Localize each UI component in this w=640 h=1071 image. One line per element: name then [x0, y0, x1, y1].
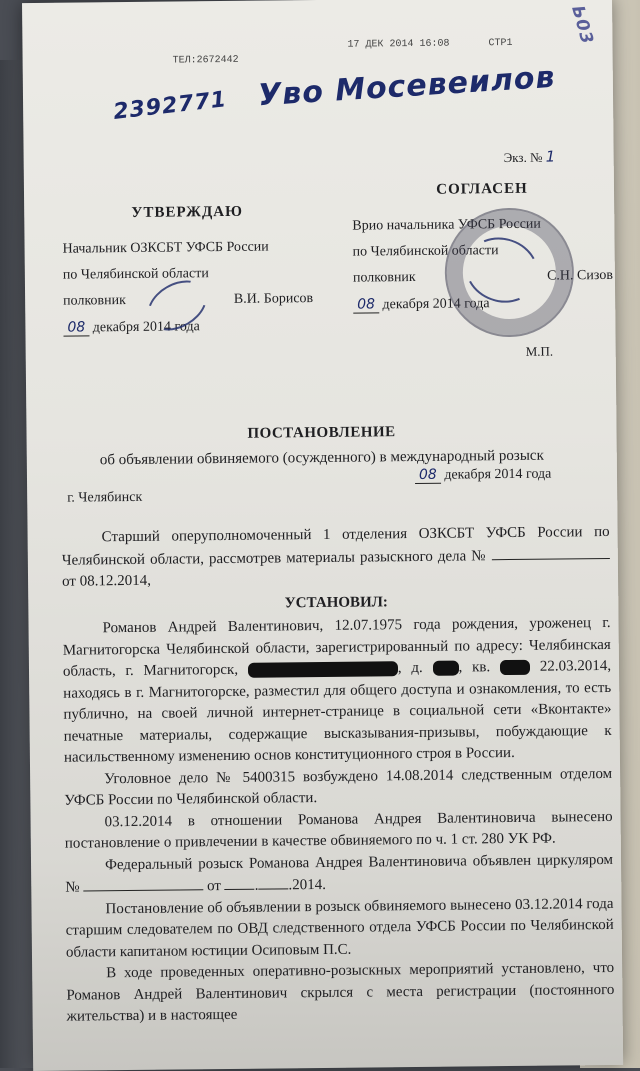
- fax-page: СТР1: [488, 37, 513, 50]
- approval-rank: полковник: [63, 293, 126, 309]
- copy-value: 1: [545, 147, 556, 166]
- paragraph-4: 03.12.2014 в отношении Романова Андрея Валентиновича вынесено постановление о привлечении в качестве обвиняемого по ч. 1 ст. 280 УК РФ.: [64, 808, 613, 852]
- redacted-street: [248, 661, 398, 678]
- fax-date: 17 ДЕК 2014 16:08: [347, 38, 450, 51]
- paragraph-1: [62, 522, 611, 593]
- fax-tel: ТЕЛ:2672442: [172, 54, 239, 67]
- paragraph-1-date: от 08.12.2014,: [61, 572, 152, 590]
- paragraph-2-text: Романов Андрей Валентинович, 12.07.1975 года рождения, уроженец г. Магнитогорска Челябинской области, зарегистрированный по адресу: Челябинская область, г. Магнитогорск,: [62, 614, 611, 680]
- paragraph-5-from: от: [207, 878, 222, 895]
- agreement-region: по Челябинской области: [352, 243, 499, 260]
- agreement-title: СОГЛАСЕН: [436, 180, 528, 198]
- approval-position: Начальник ОЗКСБТ УФСБ России: [62, 239, 269, 257]
- circular-month-blank: [258, 874, 288, 889]
- document-date: [415, 466, 552, 484]
- approval-title: УТВЕРЖДАЮ: [131, 203, 244, 221]
- document-page: [22, 0, 623, 1071]
- paragraph-7: В ходе проведенных оперативно-розыскных мероприятий установлено, что Романов Андрей Валентинович скрылся с места регистрации (постоянного жительства) и в настоящее: [66, 959, 615, 1025]
- copy-number: [504, 148, 556, 167]
- paragraph-5-text: Федеральный розыск Романова Андрея Валентиновича объявлен циркуляром №: [65, 851, 614, 896]
- paragraph-1-text: Старший оперуполномоченный 1 отделения ОЗКСБТ УФСБ России по Челябинской области, рассмотрев материалы разыскного дела №: [61, 523, 610, 569]
- paragraph-5: Федеральный розыск Романова Андрея Валентиновича объявлен циркуляром № от . .2014.: [65, 851, 614, 896]
- agreement-day: 08: [353, 296, 379, 313]
- paragraph-6: Постановление об объявлении в розыск обвиняемого вынесено 03.12.2014 года старшим следователем по ОВД следственного отдела УФСБ России по Челябинской области капитаном юстиции Осиповым П.С.: [65, 895, 614, 961]
- document-body: [62, 522, 615, 1028]
- paragraph-2: [62, 613, 612, 769]
- house-label: , д.: [397, 659, 423, 677]
- copy-label: Экз. №: [503, 149, 543, 166]
- handwritten-note: Уво Мосевеилов: [257, 59, 557, 114]
- handwritten-number: 2392771: [112, 87, 229, 126]
- fax-header: [172, 37, 522, 67]
- agreement-date-rest: декабря 2014 года: [382, 296, 490, 313]
- paragraph-3: Уголовное дело № 5400315 возбуждено 14.08.2014 следственным отделом УФСБ России по Челябинской области.: [64, 765, 613, 809]
- approval-date-rest: декабря 2014 года: [92, 319, 200, 336]
- document-date-rest: декабря 2014 года: [444, 466, 552, 483]
- agreement-rank: полковник: [352, 269, 416, 286]
- approval-region: по Челябинской области: [62, 266, 209, 283]
- document-title: ПОСТАНОВЛЕНИЕ: [247, 424, 396, 442]
- approval-day: 08: [63, 319, 89, 336]
- paragraph-5-year: .2014.: [288, 876, 327, 894]
- paragraph-2-rest: 22.03.2014, находясь в г. Магнитогорске, разместил для общего доступа и ознакомления, то есть публично, на своей личной интернет-странице в социальной сети «Вконтакте» печатные материалы, содержащие высказывания-призывы, побуждающие к насильственному изменению основ конституционного строя в России.: [63, 657, 612, 766]
- flat-label: , кв.: [458, 659, 491, 676]
- document-day: 08: [415, 467, 441, 484]
- established-heading: УСТАНОВИЛ:: [284, 593, 388, 611]
- document-subtitle: об объявлении обвиняемого (осужденного) в международный розыск: [99, 447, 544, 469]
- redacted-flat: [500, 660, 530, 675]
- approval-name: В.И. Борисов: [233, 291, 314, 307]
- handwritten-corner: Ь03: [567, 3, 598, 47]
- agreement-name: С.Н. Сизов: [546, 267, 613, 284]
- circular-number-blank: [83, 875, 203, 891]
- circular-day-blank: [225, 875, 255, 890]
- stamp-mark: М.П.: [525, 343, 554, 359]
- document-city: г. Челябинск: [67, 489, 143, 506]
- redacted-house: [432, 661, 458, 676]
- agreement-position: Врио начальника УФСБ России: [352, 216, 541, 234]
- case-number-blank: [492, 543, 610, 559]
